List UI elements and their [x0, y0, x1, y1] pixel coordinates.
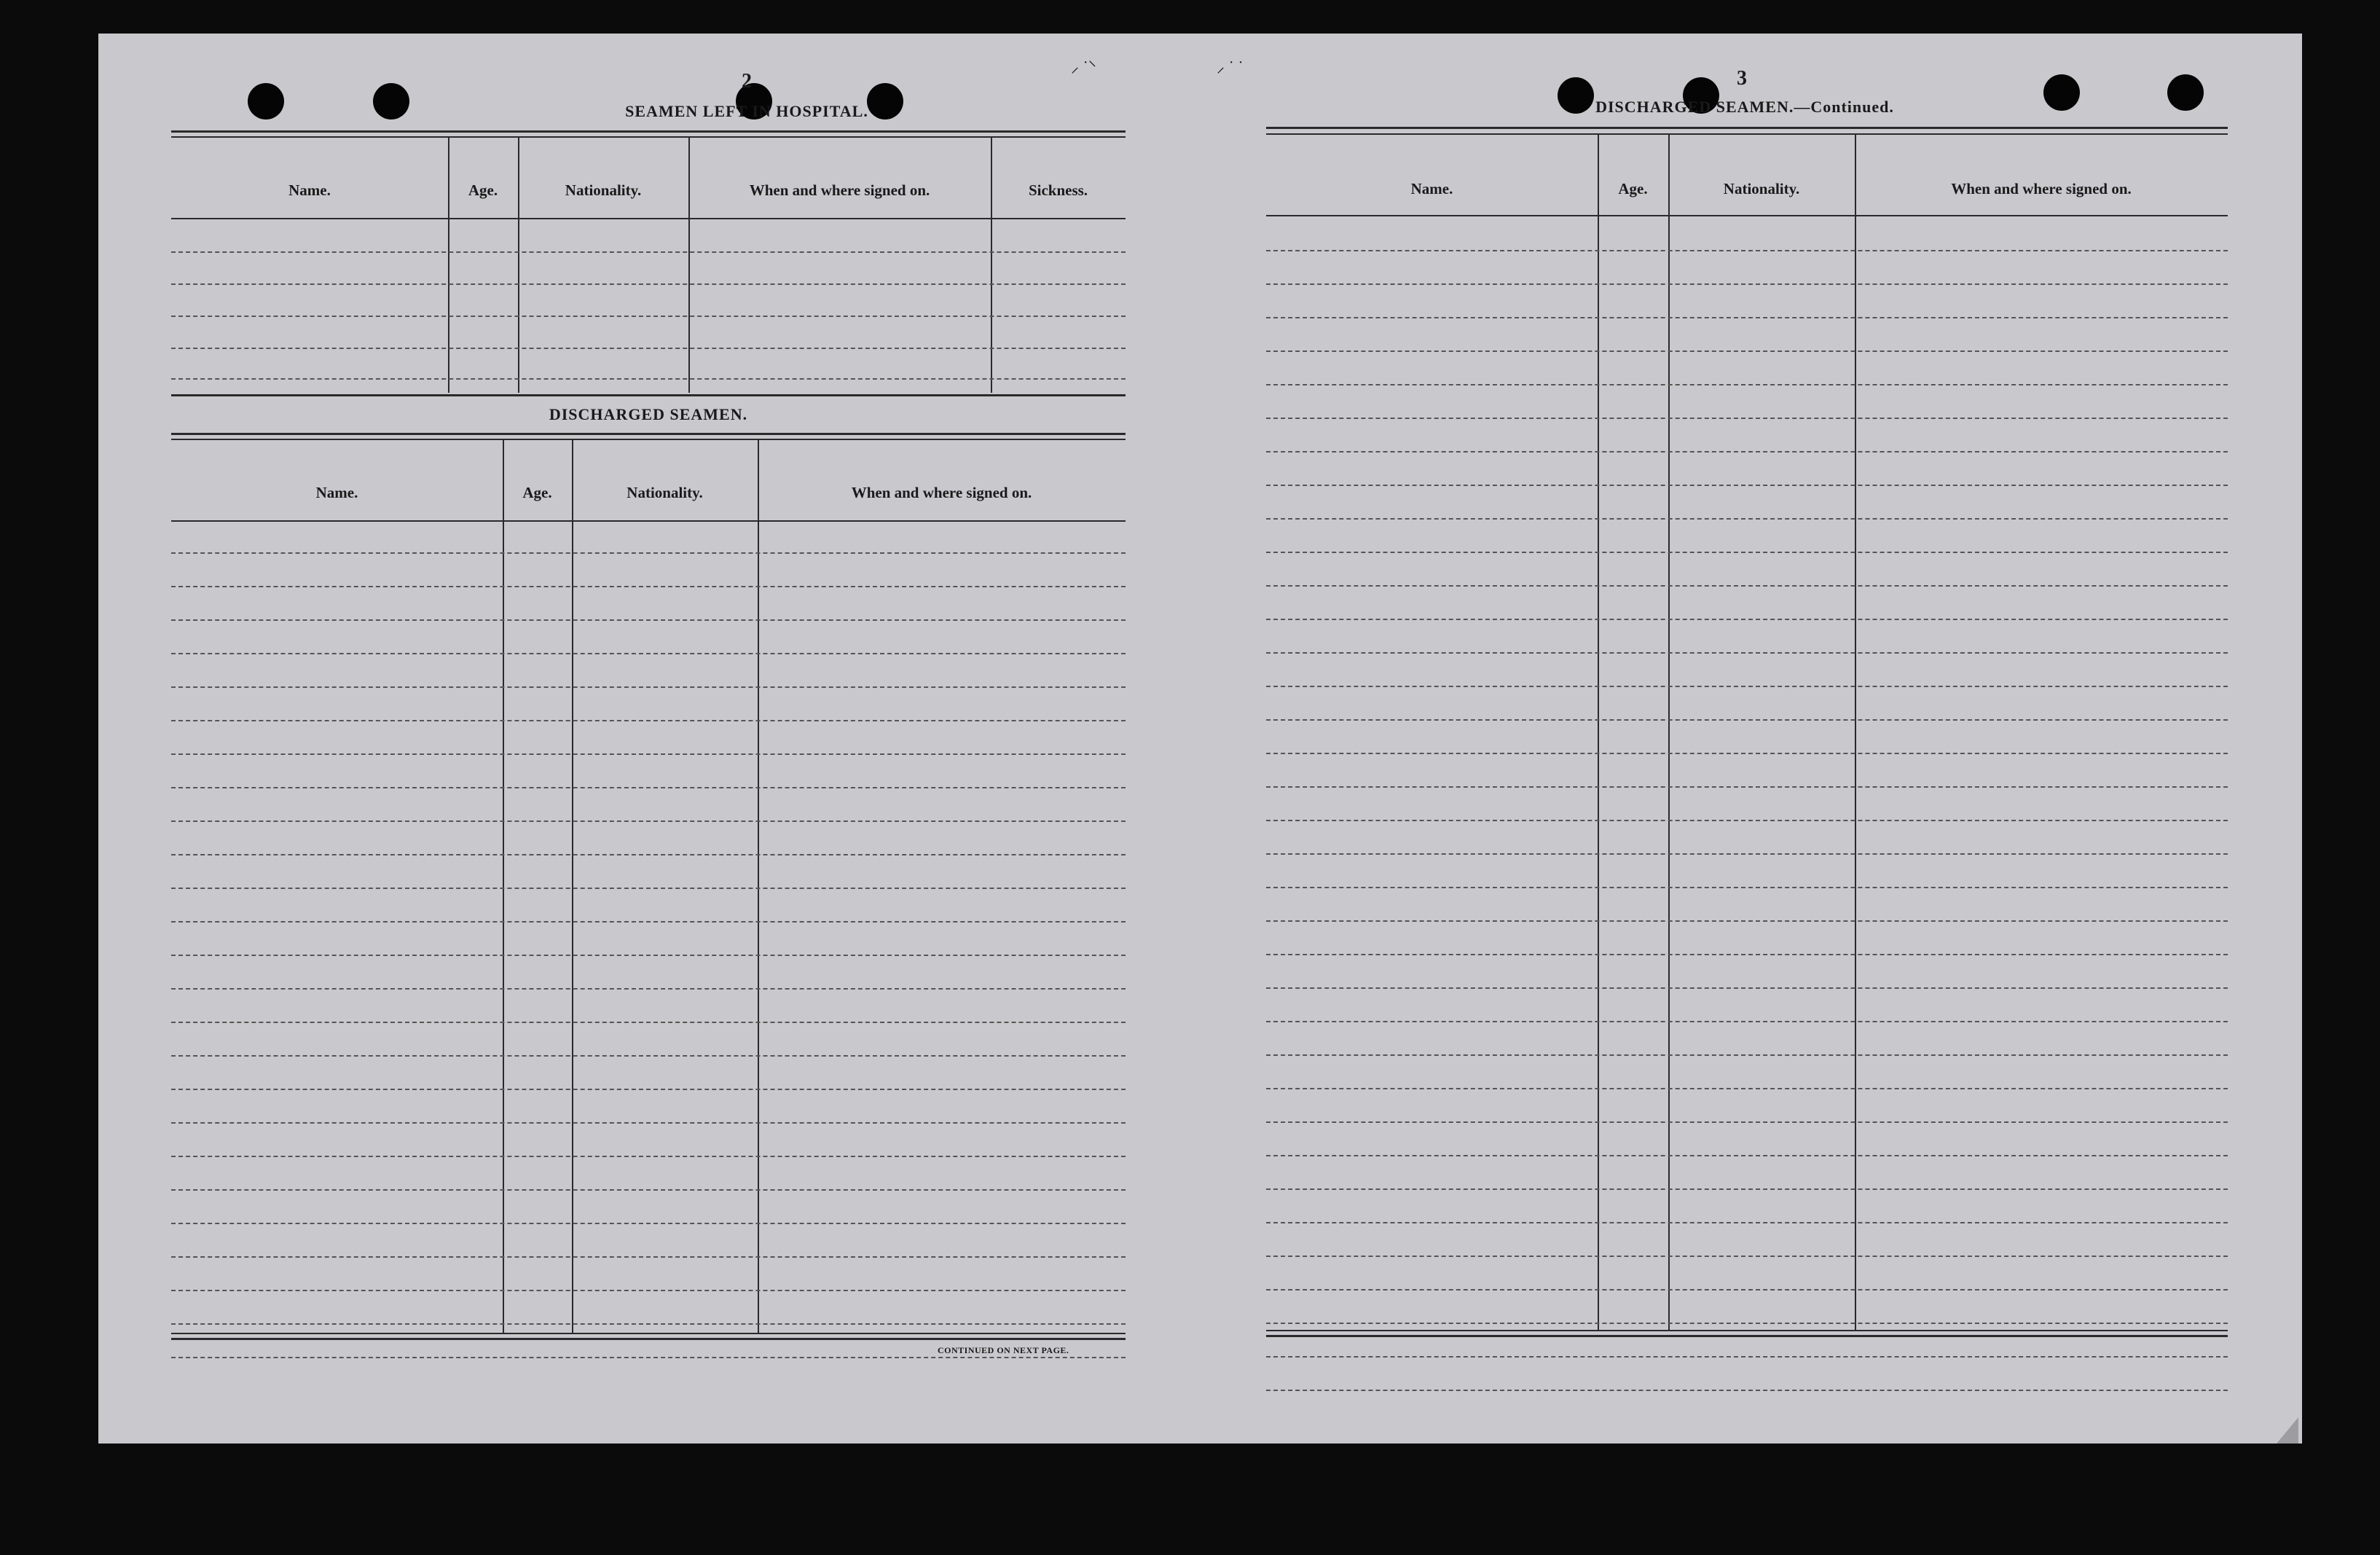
entry-line — [171, 1323, 1126, 1325]
entry-line — [1266, 317, 2228, 318]
entry-line — [1266, 853, 2228, 855]
entry-line — [171, 820, 1126, 822]
entry-line — [171, 619, 1126, 621]
entry-line — [171, 988, 1126, 990]
column-divider — [688, 138, 690, 393]
column-divider — [448, 138, 449, 393]
entry-line — [171, 653, 1126, 654]
column-header-nationality: Nationality. — [627, 484, 703, 501]
entry-line — [1266, 987, 2228, 989]
column-header-signed-on: When and where signed on. — [749, 181, 930, 199]
entry-line — [1266, 1155, 2228, 1156]
column-header-sickness: Sickness. — [1028, 181, 1088, 199]
entry-line — [1266, 485, 2228, 486]
page-number-left: 2 — [742, 70, 752, 93]
column-header-name: Name. — [288, 181, 331, 199]
entry-line — [1266, 1088, 2228, 1089]
entry-line — [171, 586, 1126, 587]
entry-line — [171, 251, 1126, 253]
entry-line — [1266, 1021, 2228, 1022]
discharged-table-left — [171, 440, 1126, 1333]
entry-line — [171, 1256, 1126, 1258]
continued-note: CONTINUED ON NEXT PAGE. — [938, 1345, 1069, 1355]
entry-line — [171, 720, 1126, 721]
column-header-name: Name. — [1410, 180, 1453, 197]
column-header-age: Age. — [1618, 180, 1648, 197]
header-rule — [171, 218, 1126, 219]
entry-line — [171, 1223, 1126, 1224]
entry-line — [1266, 619, 2228, 620]
entry-line — [171, 1122, 1126, 1124]
column-header-age: Age. — [522, 484, 552, 501]
entry-line — [171, 552, 1126, 554]
entry-line — [1266, 418, 2228, 419]
entry-line — [171, 283, 1126, 285]
stray-mark: ⸝ ˙ ˙ — [1217, 58, 1244, 76]
column-header-name: Name. — [315, 484, 358, 501]
entry-line — [171, 1156, 1126, 1157]
entry-line — [1266, 350, 2228, 352]
column-header-signed-on: When and where signed on. — [1951, 180, 2132, 197]
entry-line — [171, 686, 1126, 688]
punch-hole — [373, 83, 409, 120]
entry-line — [171, 854, 1126, 855]
entry-line — [171, 1290, 1126, 1291]
entry-line — [171, 348, 1126, 349]
entry-line — [171, 1357, 1126, 1358]
entry-lines — [171, 440, 1126, 1333]
entry-line — [171, 888, 1126, 889]
entry-line — [1266, 552, 2228, 553]
discharged-continued-title: DISCHARGED SEAMEN.—Continued. — [1595, 98, 1894, 116]
entry-line — [171, 1189, 1126, 1191]
entry-line — [171, 753, 1126, 755]
column-header-nationality: Nationality. — [1723, 180, 1800, 197]
entry-line — [1266, 719, 2228, 721]
entry-line — [1266, 887, 2228, 888]
entry-line — [1266, 652, 2228, 654]
hospital-section-title: SEAMEN LEFT IN HOSPITAL. — [625, 102, 868, 120]
form-sheet — [98, 34, 2302, 1444]
entry-line — [1266, 250, 2228, 251]
entry-line — [1266, 1356, 2228, 1358]
entry-line — [1266, 1121, 2228, 1123]
entry-line — [1266, 585, 2228, 587]
entry-line — [171, 1055, 1126, 1057]
entry-line — [1266, 1188, 2228, 1190]
entry-line — [1266, 954, 2228, 955]
punch-hole — [248, 83, 284, 120]
entry-line — [1266, 518, 2228, 520]
entry-line — [171, 378, 1126, 380]
entry-line — [1266, 786, 2228, 788]
punch-hole — [2167, 74, 2204, 111]
page-number-right: 3 — [1737, 67, 1747, 90]
entry-line — [1266, 1054, 2228, 1056]
entry-line — [1266, 1222, 2228, 1223]
entry-line — [171, 316, 1126, 317]
entry-lines — [1266, 135, 2228, 1330]
stray-mark: ⸝ ˙⸌ — [1071, 58, 1096, 76]
column-divider — [518, 138, 519, 393]
entry-line — [171, 787, 1126, 788]
entry-line — [1266, 1289, 2228, 1290]
bottom-rule — [171, 1338, 1126, 1340]
column-header-nationality: Nationality. — [565, 181, 642, 199]
page-corner-curl — [2277, 1417, 2298, 1444]
entry-line — [1266, 1256, 2228, 1257]
entry-line — [171, 1089, 1126, 1090]
column-header-signed-on: When and where signed on. — [851, 484, 1032, 501]
entry-line — [171, 921, 1126, 923]
entry-line — [1266, 283, 2228, 285]
entry-line — [1266, 686, 2228, 687]
section-rule — [171, 433, 1126, 435]
bottom-rule — [171, 1333, 1126, 1334]
entry-line — [1266, 1390, 2228, 1391]
bottom-rule — [1266, 1330, 2228, 1331]
entry-line — [171, 955, 1126, 956]
section-rule — [171, 394, 1126, 396]
punch-hole — [2043, 74, 2080, 111]
entry-line — [1266, 384, 2228, 385]
entry-line — [171, 1022, 1126, 1023]
column-header-age: Age. — [468, 181, 498, 199]
bottom-rule — [1266, 1335, 2228, 1337]
discharged-section-title: DISCHARGED SEAMEN. — [549, 405, 748, 423]
entry-line — [1266, 920, 2228, 922]
discharged-table-right — [1266, 135, 2228, 1330]
entry-line — [1266, 1323, 2228, 1324]
column-divider — [991, 138, 992, 393]
top-rule — [1266, 127, 2228, 129]
entry-line — [1266, 451, 2228, 453]
entry-line — [1266, 753, 2228, 754]
entry-line — [1266, 820, 2228, 821]
top-rule — [171, 130, 1126, 133]
hospital-table — [171, 138, 1126, 393]
